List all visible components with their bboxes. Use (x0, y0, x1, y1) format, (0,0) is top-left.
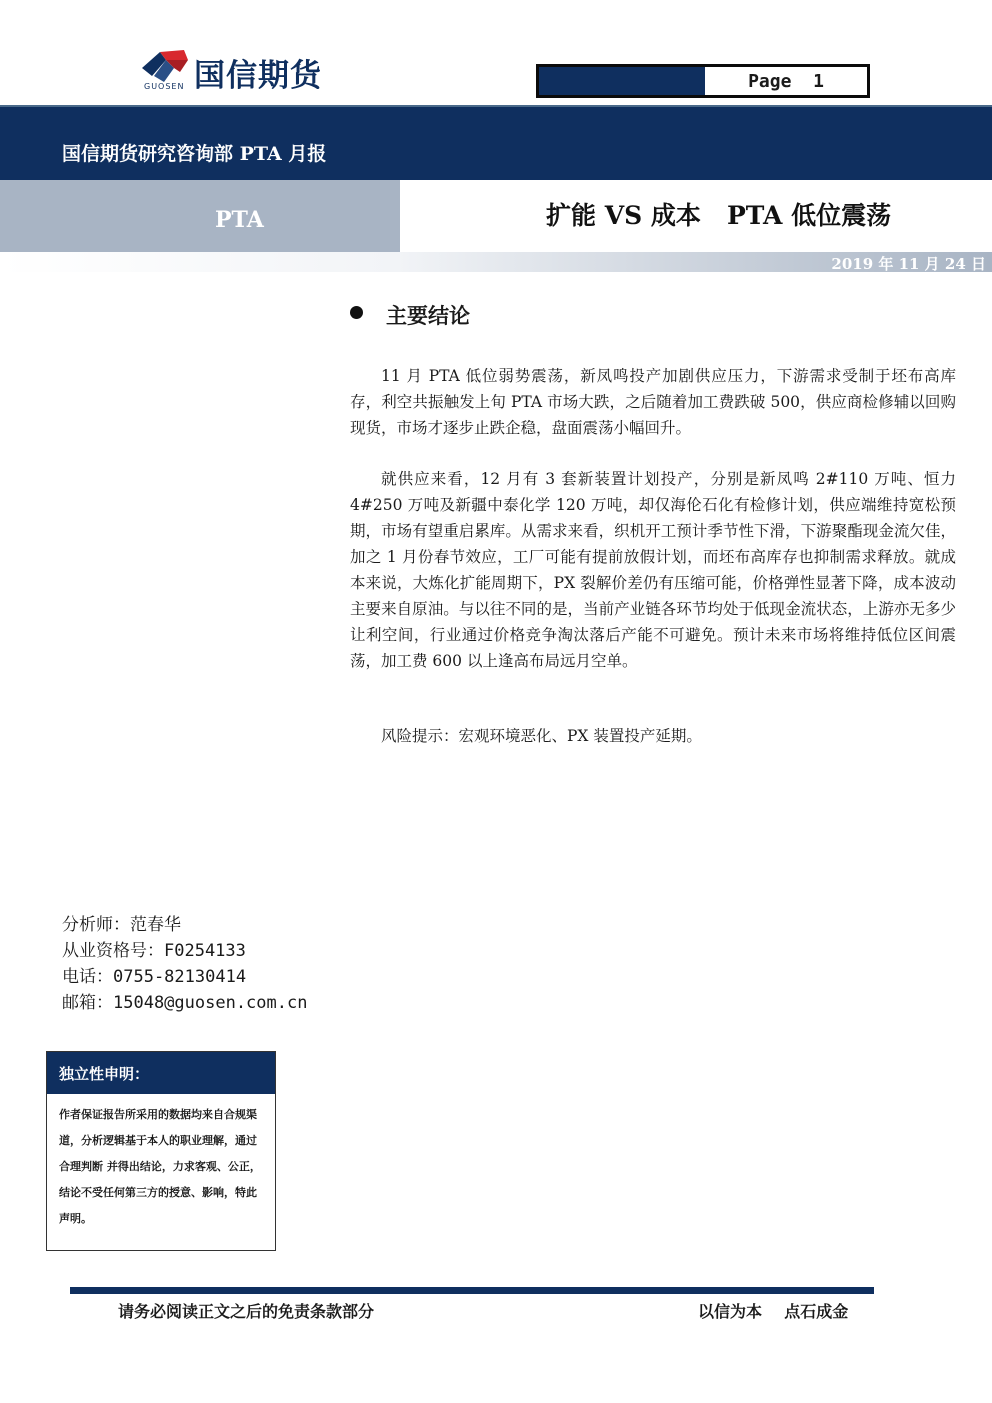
company-logo (140, 46, 380, 94)
section-title: 主要结论 (386, 303, 470, 328)
logo-subtitle: GUOSEN (144, 82, 185, 91)
analyst-email: 邮箱：15048@guosen.com.cn (62, 993, 308, 1013)
conclusion-paragraph: 11 月 PTA 低位弱势震荡，新凤鸣投产加剧供应压力，下游需求受制于坯布高库存，利空共振触发上旬 PTA 市场大跌，之后随着加工费跌破 500，供应商检修辅以回购现货，市场才逐步止跌企稳，盘面震荡小幅回升。 (350, 367, 956, 437)
conclusion-paragraph: 就供应来看，12 月有 3 套新装置计划投产，分别是新凤鸣 2#110 万吨、恒力 4#250 万吨及新疆中泰化学 120 万吨，却仅海伦石化有检修计划，供应端维持宽松预期，市场有望重启累库。从需求来看，织机开工预计季节性下滑，下游聚酯现金流欠佳，加之 1 月份春节效应，工厂可能有提前放假计划，而坯布高库存也抑制需求释放。就成本来说，大炼化扩能周期下，PX 裂解价差仍有压缩可能，价格弹性显著下降，成本波动主要来自原油。与以往不同的是，当前产业链各环节均处于低现金流状态，上游亦无多少让利空间，行业通过价格竞争淘汰落后产能不可避免。预计未来市场将维持低位区间震荡，加工费 600 以上逢高布局远月空单。 (350, 470, 956, 670)
company-slogan: 以信为本 点石成金 (698, 1302, 849, 1321)
report-date: 2019 年 11 月 24 日 (831, 255, 986, 273)
declaration-title: 独立性申明： (47, 1052, 275, 1094)
analyst-license: 从业资格号：F0254133 (62, 941, 246, 961)
disclaimer-note: 请务必阅读正文之后的免责条款部分 (118, 1302, 375, 1321)
category-panel (0, 180, 400, 260)
bullet-icon (350, 306, 363, 319)
page-indicator (536, 64, 870, 98)
analyst-name: 分析师：范春华 (62, 915, 181, 935)
independence-declaration (46, 1051, 276, 1251)
logo-name: 国信期货 (194, 58, 322, 94)
report-series-title: 国信期货研究咨询部 PTA 月报 (62, 143, 327, 165)
page-indicator-fill (539, 67, 705, 95)
declaration-body: 作者保证报告所采用的数据均来自合规渠道，分析逻辑基于本人的职业理解，通过合理判断 并得出结论，力求客观、公正，结论不受任何第三方的授意、影响，特此声明。 (59, 1108, 261, 1225)
analyst-info (62, 912, 307, 1016)
report-title: 扩能 VS 成本 PTA 低位震荡 (546, 201, 892, 230)
analyst-phone: 电话：0755-82130414 (62, 967, 247, 987)
page-number: Page 1 (705, 67, 867, 95)
category-label: PTA (215, 207, 264, 233)
risk-notice: 风险提示：宏观环境恶化、PX 装置投产延期。 (381, 727, 702, 745)
guosen-logo-icon (140, 46, 192, 86)
footer-divider (70, 1287, 874, 1294)
